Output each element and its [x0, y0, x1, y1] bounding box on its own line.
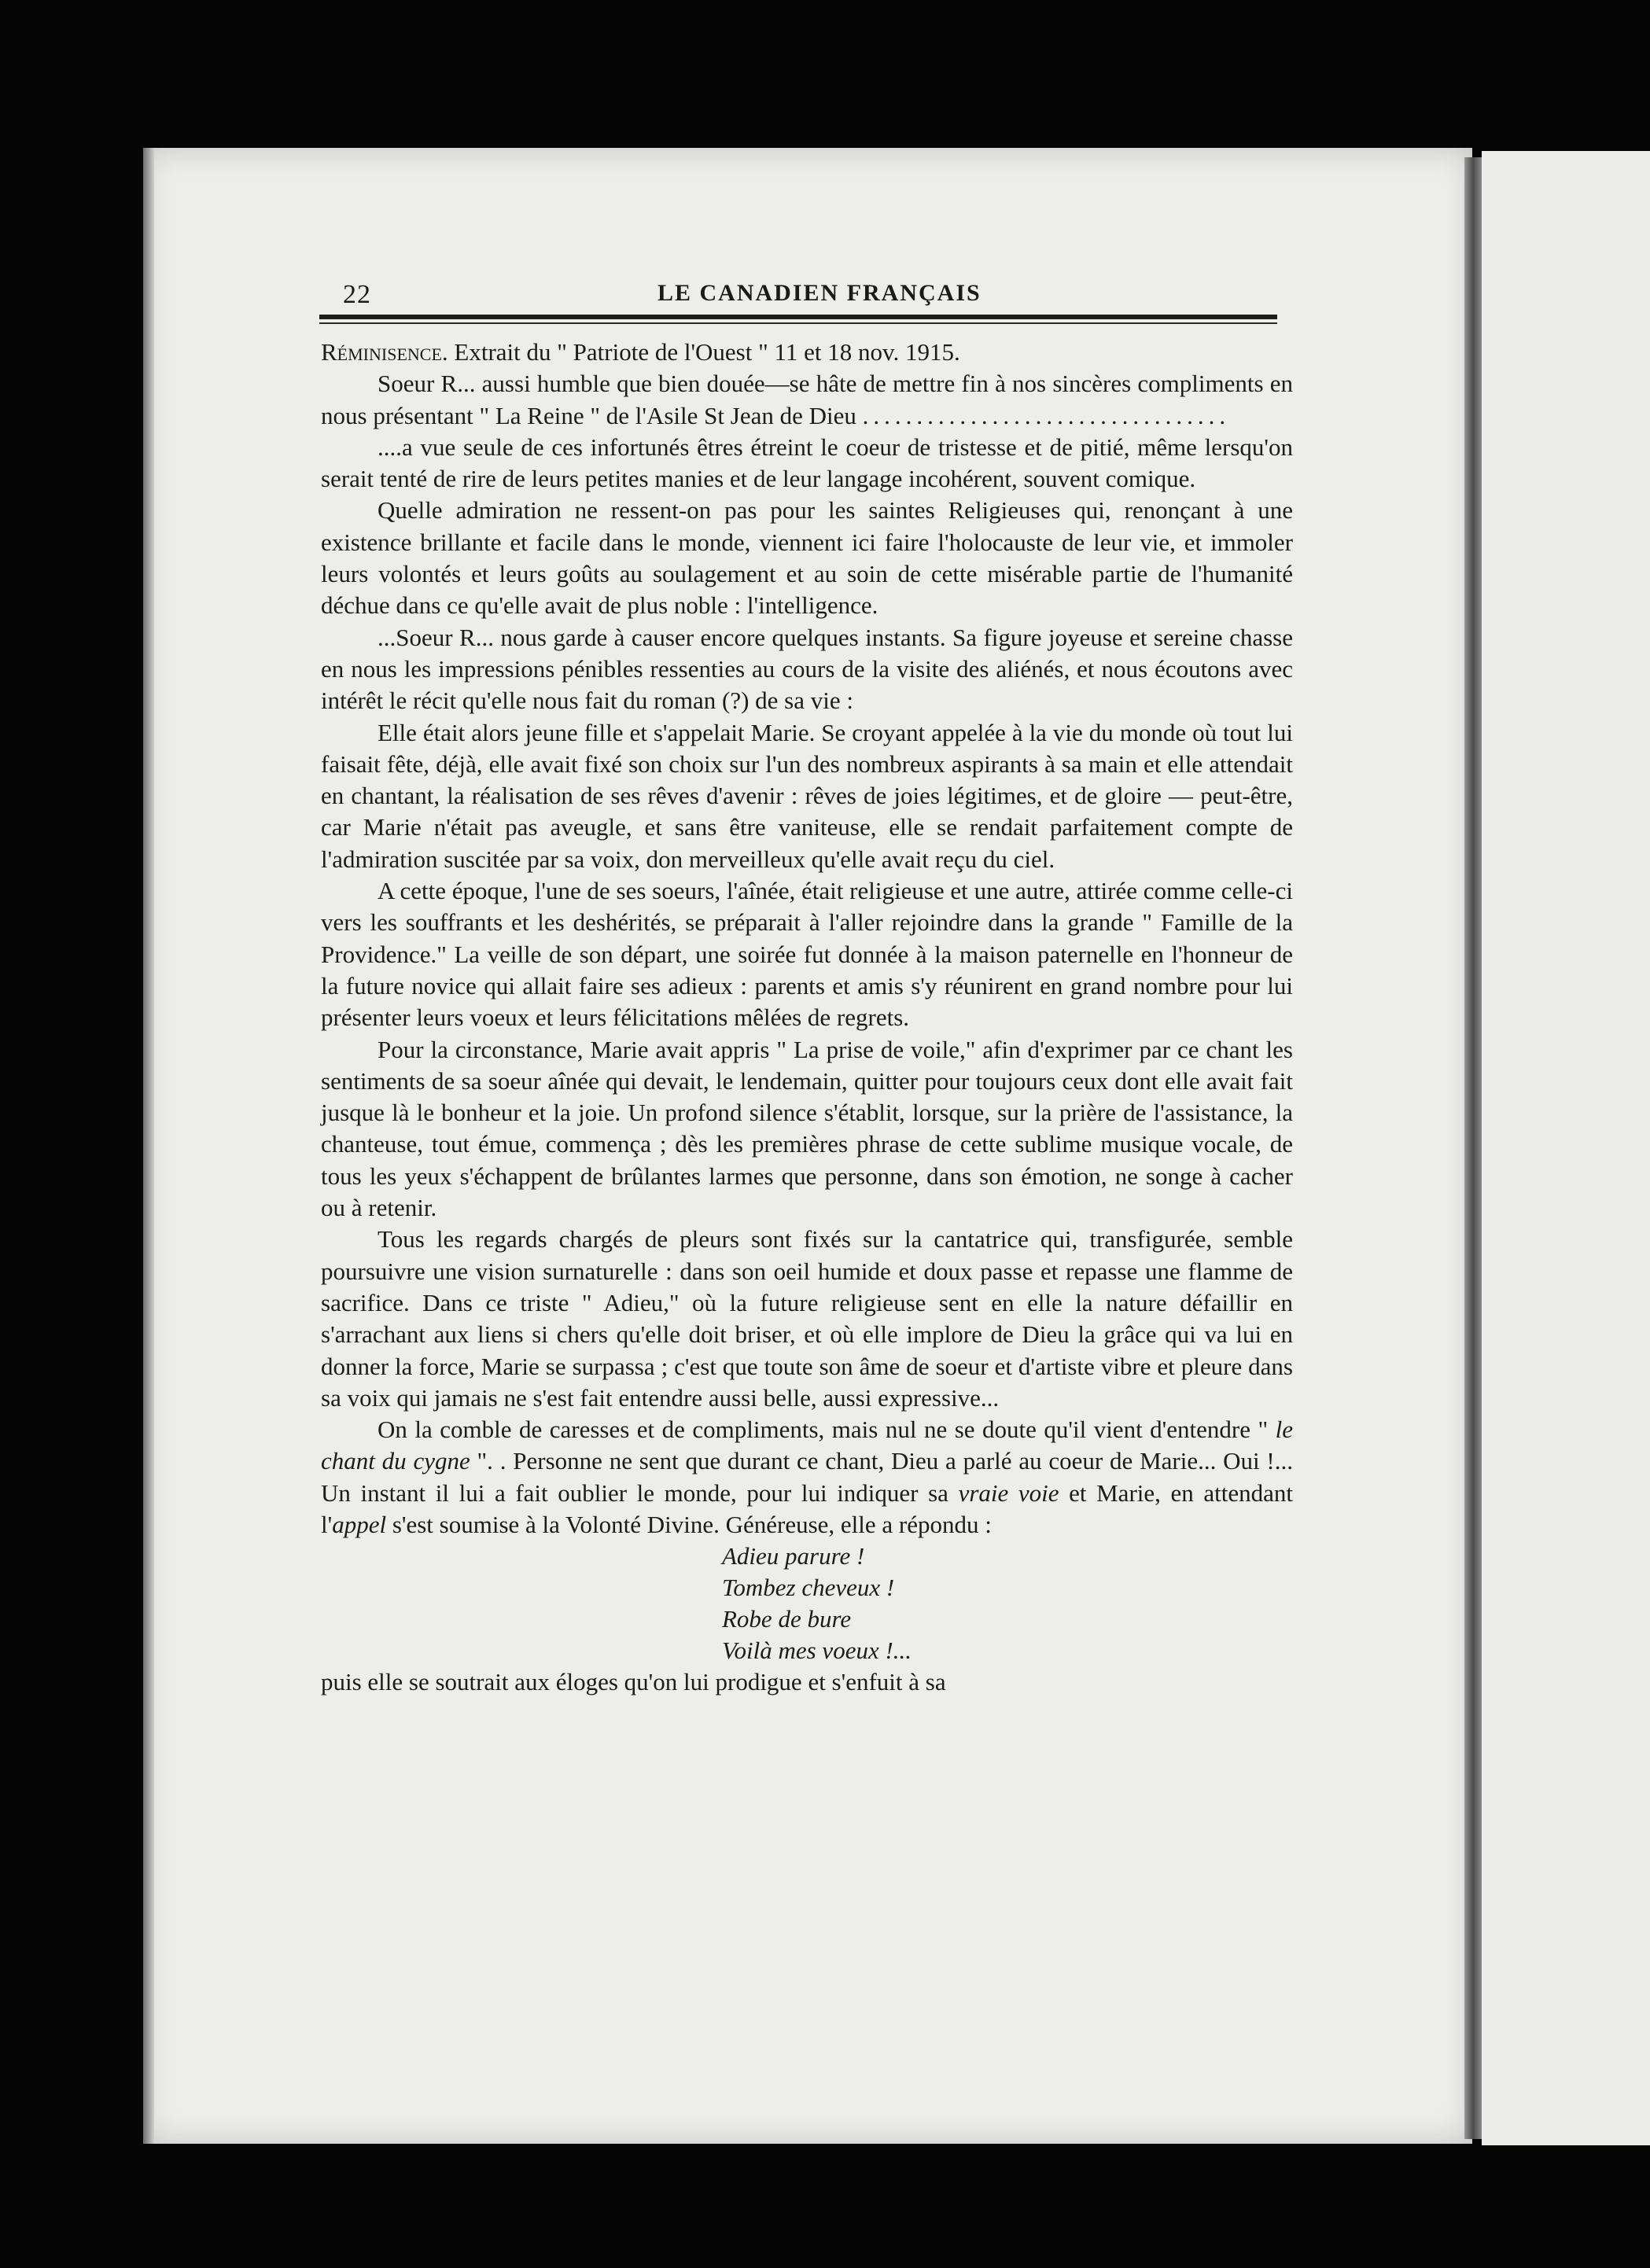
paragraph: puis elle se soutrait aux éloges qu'on lui prodigue et s'enfuit à sa	[321, 1668, 946, 1696]
source-citation: Extrait du " Patriote de l'Ouest " 11 et 18 nov. 1915.	[454, 338, 960, 366]
paragraph-text: ". . Personne ne sent que durant ce chant, Dieu a parlé au coeur de Marie... Oui !... Un instant il lui a fait oublier le monde, pour lui indiquer sa	[321, 1447, 1293, 1507]
paragraph: Pour la circonstance, Marie avait appris " La prise de voile," afin d'exprimer par ce chant les sentiments de sa soeur aînée qui devait, le lendemain, quitter pour toujours ceux dont elle avait fait jusque là le bonheur et la joie. Un profond silence s'établit, lorsque, sur la prière de l'assistance, la chanteuse, tout émue, commença ; dès les premières phrase de cette sublime musique vocale, de tous les yeux s'échappent de brûlantes larmes que personne, dans son émotion, ne songe à cacher ou à retenir.	[321, 1035, 1293, 1222]
italic-text: vraie voie	[958, 1478, 1059, 1507]
paragraph: Quelle admiration ne ressent-on pas pour les saintes Religieuses qui, renonçant à une existence brillante et facile dans le monde, viennent ici faire l'holocauste de leur vie, et immoler leurs volontés et leurs goûts au soulagement et au soin de cette misérable partie de l'humanité déchue dans ce qu'elle avait de plus noble : l'intelligence.	[321, 496, 1293, 620]
italic-text: appel	[332, 1510, 387, 1538]
section-label: Réminisence.	[321, 338, 448, 366]
paragraph	[321, 1414, 1293, 1541]
italic-text: le chant du cygne	[321, 1416, 1293, 1475]
paragraph: Elle était alors jeune fille et s'appelait Marie. Se croyant appelée à la vie du monde où tout lui faisait fête, déjà, elle avait fixé son choix sur l'un des nombreux aspirants à sa main et elle attendait en chantant, la réalisation de ses rêves d'avenir : rêves de joies légitimes, et de gloire — peut-être, car Marie n'était pas aveugle, et sans être vaniteuse, elle se rendait parfaitement compte de l'admiration suscitée par sa voix, don merveilleux qu'elle avait reçu du ciel.	[321, 718, 1293, 873]
header-rule-thin	[319, 322, 1277, 324]
facing-page-edge	[1482, 151, 1650, 2145]
poem-line: Robe de bure	[722, 1605, 852, 1633]
poem-line: Voilà mes voeux !...	[722, 1637, 912, 1665]
paragraph-text: s'est soumise à la Volonté Divine. Généreuse, elle a répondu :	[386, 1510, 992, 1538]
running-title: LE CANADIEN FRANÇAIS	[657, 280, 982, 306]
paragraph-text: et Marie, en attendant l'	[321, 1478, 1293, 1538]
paragraph-text: Soeur R... aussi humble que bien douée—se hâte de mettre fin à nos sincères compliments en nous présentant " La Reine " de l'Asile St Jean de Dieu	[321, 370, 1293, 429]
paragraph: Tous les regards chargés de pleurs sont fixés sur la cantatrice qui, transfigurée, semble poursuivre une vision surnaturelle : dans son oeil humide et doux passe et repasse une flamme de sacrifice. Dans ce triste " Adieu," où la future religieuse sent en elle la nature défaillir en s'arrachant aux liens si chers qu'elle doit briser, et où elle implore de Dieu la grâce qui va lui en donner la force, Marie se surpassa ; c'est que toute son âme de soeur et d'artiste vibre et pleure dans sa voix qui jamais ne s'est fait entendre aussi belle, aussi expressive...	[321, 1225, 1293, 1412]
poem-verse	[722, 1541, 1293, 1666]
book-gutter	[1464, 157, 1482, 2139]
paragraph: ....a vue seule de ces infortunés êtres étreint le coeur de tristesse et de pitié, même lersqu'on serait tenté de rire de leurs petites manies et de leur langage incohérent, souvent comique.	[321, 433, 1293, 493]
page-header	[343, 277, 1276, 316]
header-rule	[319, 315, 1277, 319]
article-body	[321, 337, 1293, 1699]
paragraph: A cette époque, l'une de ses soeurs, l'aînée, était religieuse et une autre, attirée comme celle-ci vers les souffrants et les deshérités, se préparait à l'aller rejoindre dans la grande " Famille de la Providence." La veille de son départ, une soirée fut donnée à la maison paternelle en l'honneur de la future novice qui allait faire ses adieux : parents et amis s'y réunirent en grand nombre pour lui présenter leurs voeux et leurs félicitations mêlées de regrets.	[321, 877, 1293, 1032]
page-edge	[143, 148, 154, 2144]
ellipsis-leader: ..................................	[862, 401, 1231, 429]
paragraph: ...Soeur R... nous garde à causer encore quelques instants. Sa figure joyeuse et sereine chasse en nous les impressions pénibles ressenties au cours de la visite des aliénés, et nous écoutons avec intérêt le récit qu'elle nous fait du roman (?) de sa vie :	[321, 623, 1293, 715]
paragraph	[321, 368, 1293, 432]
paragraph-text: On la comble de caresses et de compliments, mais nul ne se doute qu'il vient d'entendre "	[378, 1416, 1276, 1444]
poem-line: Adieu parure !	[722, 1542, 865, 1570]
article-source-line	[321, 337, 1293, 368]
page-number: 22	[343, 280, 371, 309]
poem-line: Tombez cheveux !	[722, 1574, 895, 1602]
